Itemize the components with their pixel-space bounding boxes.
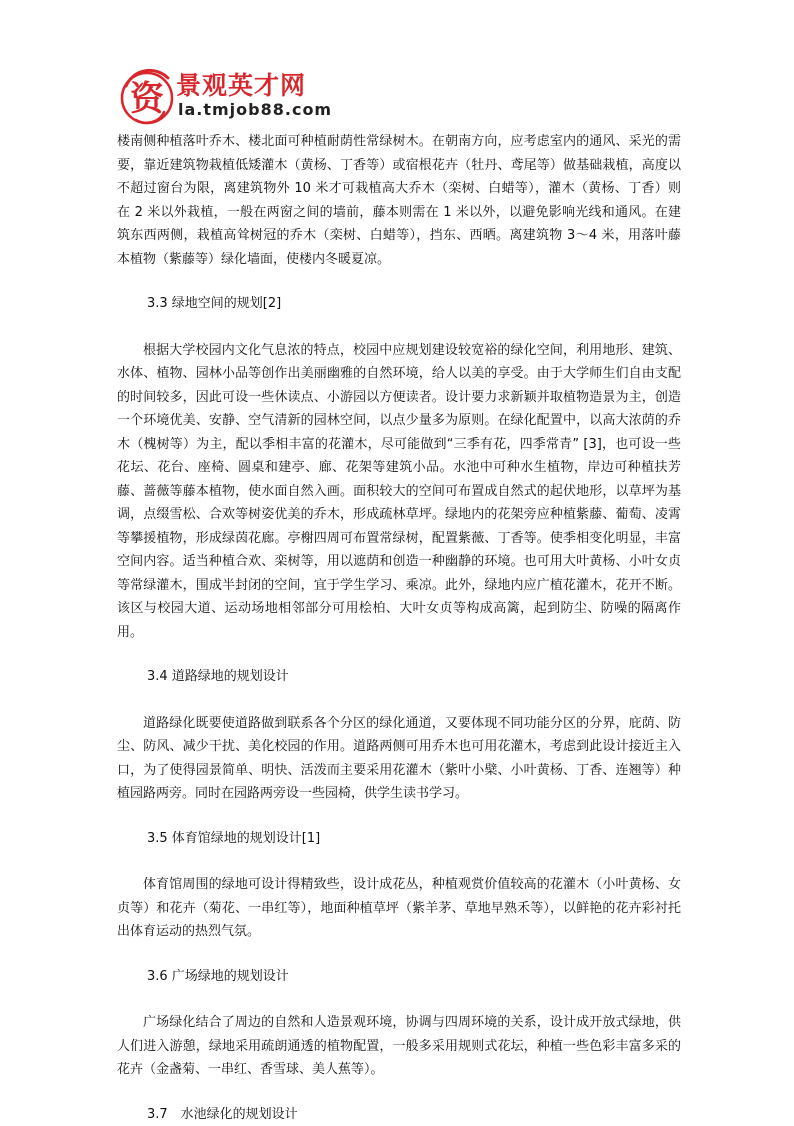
section-paragraph-3-4: 道路绿化既要使道路做到联系各个分区的绿化通道，又要体现不同功能分区的分界，庇荫、防尘、防风、减少干扰、美化校园的作用。道路两侧可用乔木也可用花灌木，考虑到此设计接近主入口，为了使得园景简单、明快、活泼而主要采用花灌木（紫叶小檗、小叶黄杨、丁香、连翘等）种植园路两旁。同时在园路两旁设一些园椅，供学生读书学习。 <box>117 712 681 806</box>
site-logo[interactable] <box>116 60 346 132</box>
section-heading-3-7: 3.7 水池绿化的规划设计 <box>117 1103 681 1126</box>
logo-glyph: 资 <box>130 79 165 119</box>
section-paragraph-3-5: 体育馆周围的绿地可设计得精致些，设计成花丛，种植观赏价值较高的花灌木（小叶黄杨、女贞等）和花卉（菊花、一串红等），地面种植草坪（紫羊茅、草地早熟禾等），以鲜艳的花卉彩衬托出体育运动的热烈气氛。 <box>117 873 681 944</box>
section-paragraph-3-3: 根据大学校园内文化气息浓的特点，校园中应规划建设较宽裕的绿化空间，利用地形、建筑、水体、植物、园林小品等创作出美丽幽雅的自然环境，给人以美的享受。由于大学师生们自由支配的时间较多，因此可设一些休读点、小游园以方便读者。设计要力求新颖并取植物造景为主，创造一个环境优美、安静、空气清新的园林空间，以点少量多为原则。在绿化配置中，以高大浓荫的乔木（槐树等）为主，配以季相丰富的花灌木，尽可能做到“三季有花，四季常青” [3]，也可设一些花坛、花台、座椅、圆桌和建亭、廊、花架等建筑小品。水池中可种水生植物，岸边可种植扶芳藤、蔷薇等藤本植物，使水面自然入画。面积较大的空间可布置成自然式的起伏地形，以草坪为基调，点缀雪松、合欢等树姿优美的乔木，形成疏林草坪。绿地内的花架旁应种植紫藤、葡萄、凌霄等攀援植物，形成绿茵花廊。亭榭四周可布置常绿树，配置紫薇、丁香等。使季相变化明显，丰富空间内容。适当种植合欢、栾树等，用以遮荫和创造一种幽静的环境。也可用大叶黄杨、小叶女贞等常绿灌木，围成半封闭的空间，宜于学生学习、乘凉。此外，绿地内应广植花灌木，花开不断。该区与校园大道、运动场地相邻部分可用桧柏、大叶女贞等构成高篱，起到防尘、防噪的隔离作用。 <box>117 339 681 645</box>
logo-mark-icon <box>116 60 176 132</box>
article-body <box>117 130 681 1126</box>
section-heading-3-3: 3.3 绿地空间的规划[2] <box>117 292 681 316</box>
intro-paragraph: 楼南侧种植落叶乔木、楼北面可种植耐荫性常绿树木。在朝南方向，应考虑室内的通风、采光的需要，靠近建筑物栽植低矮灌木（黄杨、丁香等）或宿根花卉（牡丹、鸢尾等）做基础栽植，高度以不超过窗台为限，离建筑物外 10 米才可栽植高大乔木（栾树、白蜡等），灌木（黄杨、丁香）则在 2 米以外栽植，一般在两窗之间的墙前，藤本则需在 1 米以外，以避免影响光线和通风。在建筑东西两侧，栽植高耸树冠的乔木（栾树、白蜡等），挡东、西晒。离建筑物 3～4 米，用落叶藤本植物（紫藤等）绿化墙面，使楼内冬暖夏凉。 <box>117 130 681 271</box>
section-heading-3-6: 3.6 广场绿地的规划设计 <box>117 965 681 989</box>
section-paragraph-3-6: 广场绿化结合了周边的自然和人造景观环境，协调与四周环境的关系，设计成开放式绿地，供人们进入游憩，绿地采用疏朗通透的植物配置，一般多采用规则式花坛，种植一些色彩丰富多采的花卉（金盏菊、一串红、香雪球、美人蕉等）。 <box>117 1011 681 1082</box>
section-heading-3-4: 3.4 道路绿地的规划设计 <box>117 665 681 689</box>
brand-name: 景观英才网 <box>176 66 306 102</box>
section-heading-3-5: 3.5 体育馆绿地的规划设计[1] <box>117 827 681 851</box>
site-url[interactable]: la.tmjob88.com <box>178 100 332 119</box>
